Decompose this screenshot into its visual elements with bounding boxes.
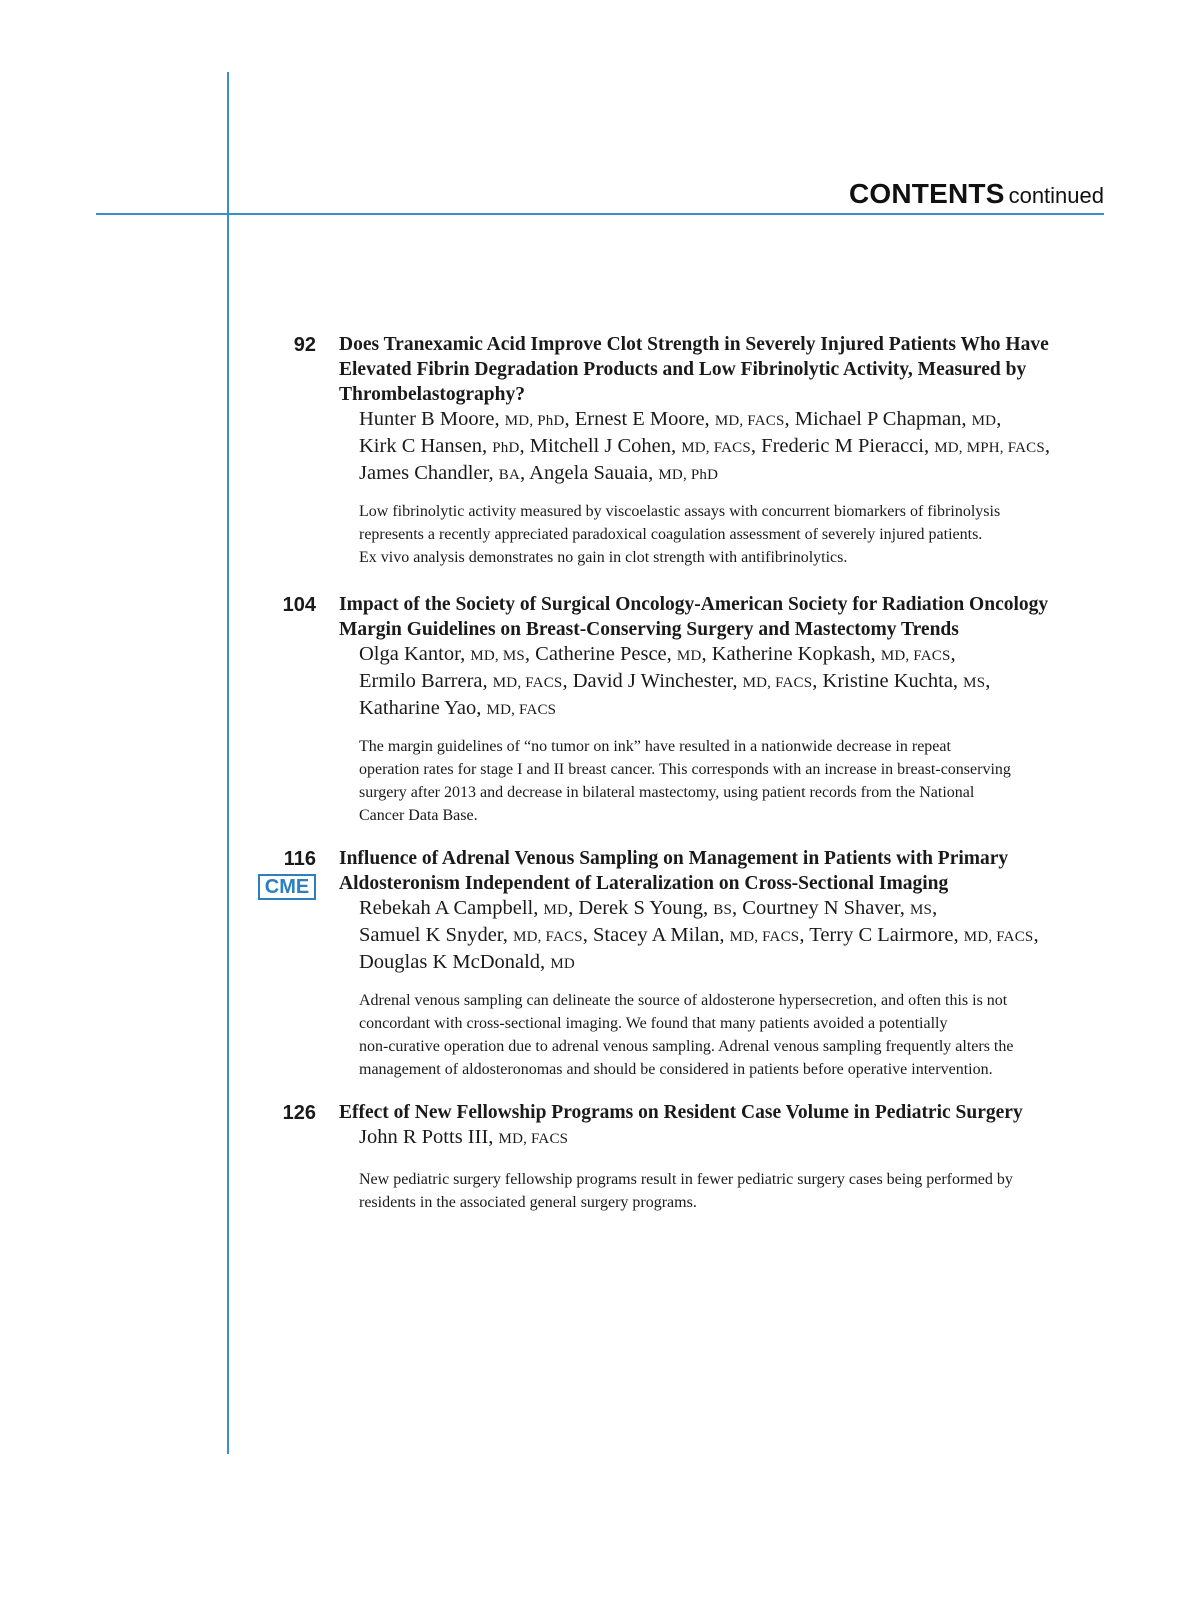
author-name: , xyxy=(1044,435,1051,457)
entry-title[interactable] xyxy=(339,1100,1099,1125)
author-name: , Catherine Pesce, xyxy=(524,643,677,665)
author-name: Olga Kantor, xyxy=(359,643,471,665)
abstract-line: represents a recently appreciated paradoxical coagulation assessment of severely injured patients. xyxy=(359,526,983,543)
author-credentials: BA xyxy=(498,467,521,483)
entry-authors xyxy=(359,1125,1099,1152)
abstract-line: surgery after 2013 and decrease in bilateral mastectomy, using patient records from the National xyxy=(359,784,975,801)
author-credentials: MS xyxy=(963,675,986,691)
author-name: , Terry C Lairmore, xyxy=(799,924,964,946)
author-line xyxy=(359,950,1099,977)
author-credentials: MD, MS xyxy=(470,648,525,664)
author-credentials: MD, FACS xyxy=(714,413,785,429)
author-line xyxy=(359,669,1099,696)
author-name: Kirk C Hansen, xyxy=(359,435,493,457)
author-name: Rebekah A Campbell, xyxy=(359,897,544,919)
author-name: John R Potts III, xyxy=(359,1126,499,1148)
entry-page-number[interactable]: 116 xyxy=(283,848,316,870)
author-credentials: MD xyxy=(543,902,569,918)
vertical-rule xyxy=(227,72,229,1454)
author-credentials: MD, FACS xyxy=(492,675,563,691)
abstract-line: operation rates for stage I and II breast cancer. This corresponds with an increase in breast-conserving xyxy=(359,761,1011,778)
author-name: , Kristine Kuchta, xyxy=(812,670,964,692)
entry-abstract xyxy=(359,1168,1099,1214)
author-name: , xyxy=(950,643,956,665)
author-name: , Courtney N Shaver, xyxy=(732,897,911,919)
author-name: , David J Winchester, xyxy=(562,670,743,692)
author-line xyxy=(359,1125,1099,1152)
author-credentials: MS xyxy=(910,902,933,918)
abstract-line: New pediatric surgery fellowship programs result in fewer pediatric surgery cases being performed by xyxy=(359,1171,1013,1188)
author-name: , Angela Sauaia, xyxy=(520,462,659,484)
author-name: , xyxy=(932,897,938,919)
author-credentials: MD, FACS xyxy=(498,1131,569,1147)
author-name: Samuel K Snyder, xyxy=(359,924,514,946)
entry-page-number[interactable]: 126 xyxy=(282,1102,316,1124)
entry-title-line: Thrombelastography? xyxy=(339,384,525,405)
author-name: , xyxy=(1033,924,1039,946)
abstract-line: Adrenal venous sampling can delineate the source of aldosterone hypersecretion, and often this is not xyxy=(359,992,1008,1009)
author-credentials: MD, FACS xyxy=(681,440,751,456)
author-credentials: MD, PhD xyxy=(658,467,719,483)
header-subtitle: continued xyxy=(1008,183,1104,208)
page-header xyxy=(849,178,1104,210)
entry-title-line: Margin Guidelines on Breast-Conserving Surgery and Mastectomy Trends xyxy=(339,619,959,640)
author-name: Douglas K McDonald, xyxy=(359,951,551,973)
author-credentials: MD, PhD xyxy=(504,413,565,429)
entry-authors xyxy=(359,407,1099,488)
author-credentials: MD, FACS xyxy=(486,702,557,718)
author-line xyxy=(359,696,1099,723)
cme-badge: CME xyxy=(258,874,316,900)
abstract-line: management of aldosteronomas and should be considered in patients before operative intervention. xyxy=(359,1061,993,1078)
author-line xyxy=(359,407,1099,434)
abstract-line: non-curative operation due to adrenal venous sampling. Adrenal venous sampling frequently alters the xyxy=(359,1038,1014,1055)
author-credentials: MD xyxy=(971,413,997,429)
author-credentials: MD, FACS xyxy=(513,929,583,945)
author-line xyxy=(359,923,1099,950)
entry-title[interactable] xyxy=(339,592,1099,642)
author-credentials: BS xyxy=(713,902,733,918)
entry-title-line: Influence of Adrenal Venous Sampling on Management in Patients with Primary xyxy=(339,848,1009,869)
entry-abstract xyxy=(359,735,1099,827)
header-title: CONTENTS xyxy=(848,178,1005,209)
author-line xyxy=(359,434,1099,461)
entry-title[interactable] xyxy=(339,332,1099,407)
abstract-line: Ex vivo analysis demonstrates no gain in clot strength with antifibrinolytics. xyxy=(359,549,848,566)
author-name: Ermilo Barrera, xyxy=(359,670,493,692)
abstract-line: The margin guidelines of “no tumor on ink” have resulted in a nationwide decrease in repeat xyxy=(359,738,951,755)
author-name: , xyxy=(985,670,991,692)
author-name: , Michael P Chapman, xyxy=(784,408,972,430)
entry-authors xyxy=(359,642,1099,723)
author-line xyxy=(359,461,1099,488)
entry-title-line: Effect of New Fellowship Programs on Resident Case Volume in Pediatric Surgery xyxy=(339,1102,1023,1123)
author-credentials: PhD xyxy=(492,440,520,456)
author-credentials: MD xyxy=(550,956,575,972)
author-credentials: MD, FACS xyxy=(880,648,951,664)
abstract-line: residents in the associated general surgery programs. xyxy=(359,1194,697,1211)
author-credentials: MD, FACS xyxy=(963,929,1034,945)
author-name: , Katherine Kopkash, xyxy=(701,643,881,665)
author-name: Hunter B Moore, xyxy=(359,408,505,430)
author-name: , xyxy=(996,408,1002,430)
entry-abstract xyxy=(359,500,1099,569)
entry-authors xyxy=(359,896,1099,977)
author-name: , Mitchell J Cohen, xyxy=(519,435,682,457)
entry-abstract xyxy=(359,989,1099,1081)
author-credentials: MD, FACS xyxy=(742,675,813,691)
author-line xyxy=(359,642,1099,669)
abstract-line: Cancer Data Base. xyxy=(359,807,478,824)
entry-title-line: Impact of the Society of Surgical Oncology-American Society for Radiation Oncology xyxy=(339,594,1049,615)
entry-title-line: Aldosteronism Independent of Lateralization on Cross-Sectional Imaging xyxy=(339,873,949,894)
author-name: Katharine Yao, xyxy=(359,697,487,719)
abstract-line: Low fibrinolytic activity measured by viscoelastic assays with concurrent biomarkers of fibrinolysis xyxy=(359,503,1001,520)
author-name: , Stacey A Milan, xyxy=(582,924,730,946)
author-credentials: MD, FACS xyxy=(729,929,800,945)
entry-title-line: Does Tranexamic Acid Improve Clot Strength in Severely Injured Patients Who Have xyxy=(339,334,1049,355)
author-name: , Ernest E Moore, xyxy=(564,408,715,430)
entry-page-number[interactable]: 104 xyxy=(282,594,316,616)
horizontal-rule xyxy=(96,213,1104,215)
entry-title[interactable] xyxy=(339,846,1099,896)
author-credentials: MD xyxy=(676,648,702,664)
author-name: , Derek S Young, xyxy=(568,897,714,919)
entry-page-number[interactable]: 92 xyxy=(293,334,316,356)
author-name: , Frederic M Pieracci, xyxy=(750,435,935,457)
abstract-line: concordant with cross-sectional imaging. We found that many patients avoided a potentially xyxy=(359,1015,948,1032)
author-name: James Chandler, xyxy=(359,462,499,484)
author-credentials: MD, MPH, FACS xyxy=(934,440,1045,456)
author-line xyxy=(359,896,1099,923)
entry-title-line: Elevated Fibrin Degradation Products and Low Fibrinolytic Activity, Measured by xyxy=(339,359,1027,380)
